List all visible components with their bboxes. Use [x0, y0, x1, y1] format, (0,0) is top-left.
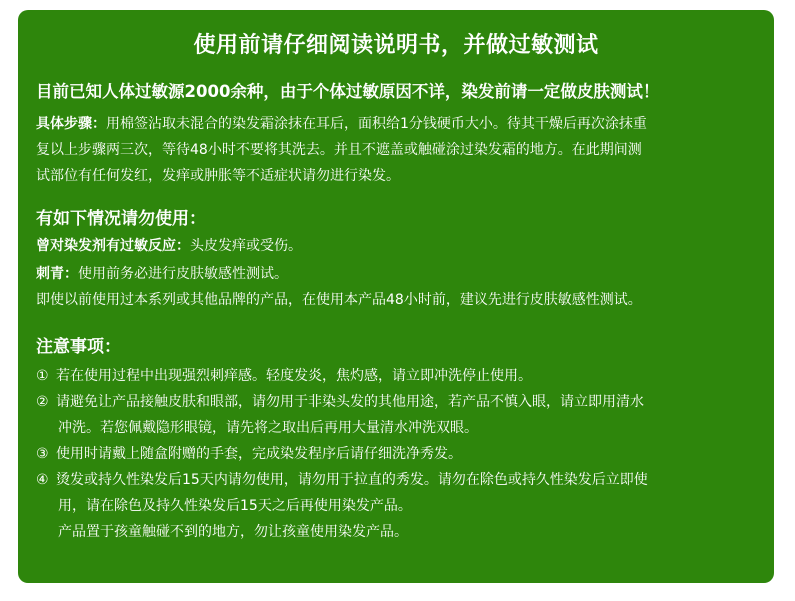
note-text: 使用时请戴上随盒附赠的手套，完成染发程序后请仔细洗净秀发。 [56, 446, 462, 462]
allergy-warning: 目前已知人体过敏源2000余种，由于个体过敏原因不详，染发前请一定做皮肤测试！ [36, 82, 660, 101]
note-item-2 [36, 392, 760, 412]
avoid-item-allergy [36, 236, 760, 256]
avoid-heading: 有如下情况请勿使用： [36, 209, 206, 229]
avoid-item-tattoo-label: 刺青： [36, 266, 78, 282]
note-item-2-cont: 冲洗。若您佩戴隐形眼镜，请先将之取出后再用大量清水冲洗双眼。 [58, 420, 478, 436]
note-number: ③ [36, 446, 49, 462]
avoid-item-tattoo [36, 264, 760, 284]
avoid-note: 即使以前使用过本系列或其他品牌的产品，在使用本产品48小时前，建议先进行皮肤敏感性测试。 [36, 292, 642, 308]
instructions-panel [18, 10, 774, 583]
avoid-item-allergy-text: 头皮发痒或受伤。 [190, 238, 302, 254]
steps-line-3: 试部位有任何发红，发痒或肿胀等不适症状请勿进行染发。 [36, 168, 400, 184]
avoid-item-allergy-label: 曾对染发剂有过敏反应： [36, 238, 190, 254]
avoid-item-tattoo-text: 使用前务必进行皮肤敏感性测试。 [78, 266, 288, 282]
note-text: 烫发或持久性染发后15天内请勿使用，请勿用于拉直的秀发。请勿在除色或持久性染发后立即使 [56, 472, 648, 488]
note-item-3 [36, 444, 760, 464]
note-number: ④ [36, 472, 49, 488]
steps-line-2: 复以上步骤两三次，等待48小时不要将其洗去。并且不遮盖或触碰涂过染发霜的地方。在此期间测 [36, 142, 642, 158]
steps-line-1 [36, 114, 760, 134]
panel-title: 使用前请仔细阅读说明书，并做过敏测试 [193, 33, 599, 58]
steps-text-1: 用棉签沾取未混合的染发霜涂抹在耳后，面积给1分钱硬币大小。待其干燥后再次涂抹重 [106, 116, 647, 132]
note-item-4-extra: 产品置于孩童触碰不到的地方，勿让孩童使用染发产品。 [58, 524, 408, 540]
note-number: ② [36, 394, 49, 410]
note-item-1 [36, 366, 760, 386]
note-item-4-cont: 用，请在除色及持久性染发后15天之后再使用染发产品。 [58, 498, 412, 514]
note-text: 若在使用过程中出现强烈刺痒感。轻度发炎，焦灼感，请立即冲洗停止使用。 [56, 368, 532, 384]
note-item-4 [36, 470, 760, 490]
steps-label: 具体步骤： [36, 116, 106, 132]
note-number: ① [36, 368, 49, 384]
notes-heading: 注意事项： [36, 337, 121, 357]
note-text: 请避免让产品接触皮肤和眼部，请勿用于非染头发的其他用途，若产品不慎入眼，请立即用清水 [56, 394, 644, 410]
